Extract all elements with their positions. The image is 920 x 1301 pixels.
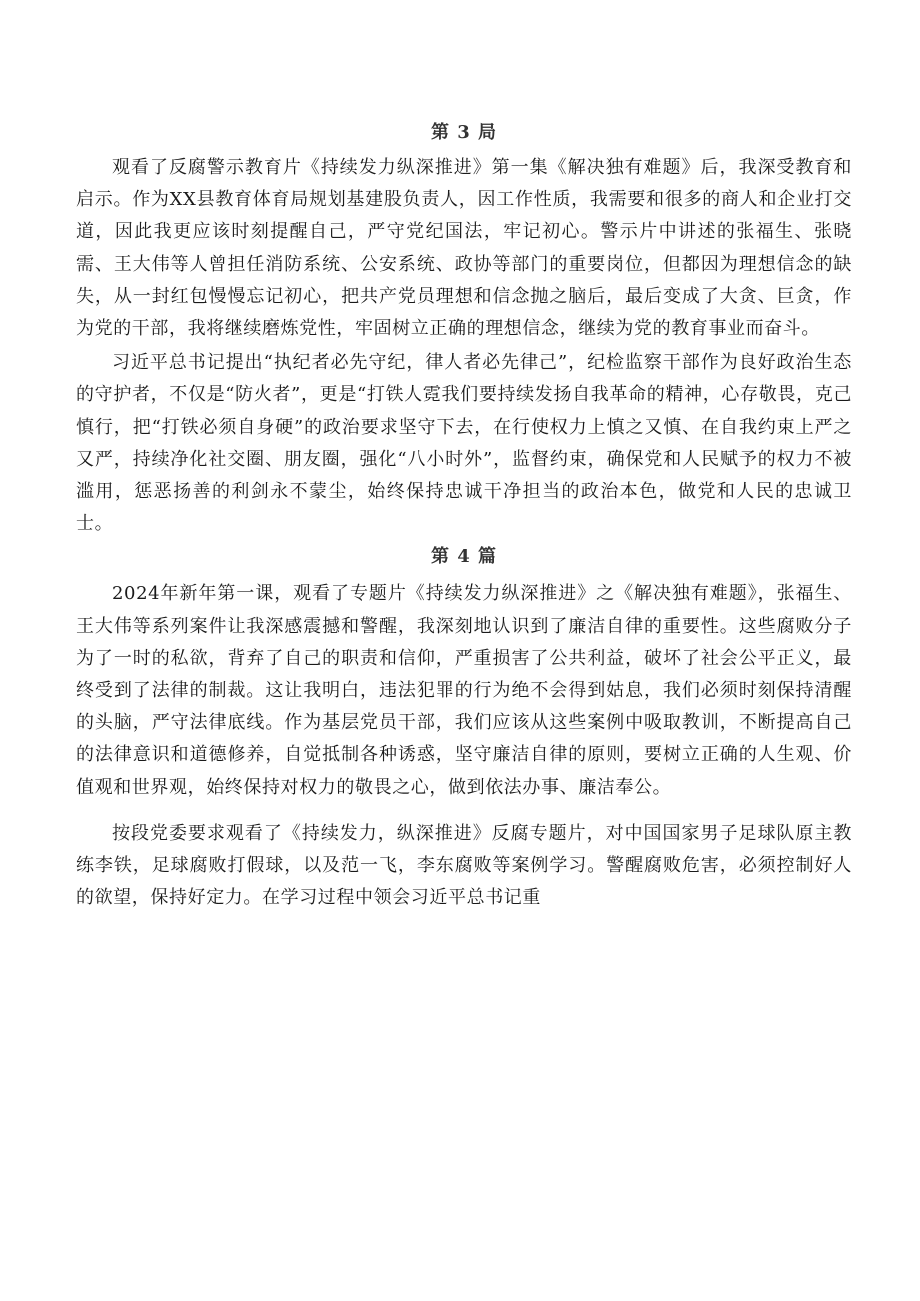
section-4-paragraph-2: 按段党委要求观看了《持续发力，纵深推进》反腐专题片，对中国国家男子足球队原主教练李铁，足球腐败打假球，以及范一飞，李东腐败等案例学习。警醒腐败危害，必须控制好人的欲望，保持好定力。在学习过程中领会习近平总书记重 — [76, 822, 852, 909]
section-3-title: 第 3 局 — [430, 122, 498, 143]
section-4-title: 第 4 篇 — [430, 546, 498, 568]
section-3-paragraph-2: 习近平总书记提出“执纪者必先守纪，律人者必先律己”，纪检监察干部作为良好政治生态的守护者，不仅是“防火者”，更是“打铁人霓我们要持续发扬自我革命的精神，心存敬畏，克己慎行，把“打铁必须自身硬”的政治要求坚守下去，在行使权力上慎之又慎、在自我约束上严之又严，持续净化社交圈、朋友圈，强化“八小时外”，监督约束，确保党和人民赋予的权力不被滥用，惩恶扬善的利剑永不蒙尘，始终保持忠诚干净担当的政治本色，做党和人民的忠诚卫士。 — [76, 352, 852, 535]
document-page — [76, 118, 852, 914]
section-3-paragraph-1: 观看了反腐警示教育片《持续发力纵深推进》第一集《解决独有难题》后，我深受教育和启示。作为XX县教育体育局规划基建股负责人，因工作性质，我需要和很多的商人和企业打交道，因此我更应该时刻提醒自己，严守党纪国法，牢记初心。警示片中讲述的张福生、张晓需、王大伟等人曾担任消防系统、公安系统、政协等部门的重要岗位，但都因为理想信念的缺失，从一封红包慢慢忘记初心，把共产党员理想和信念抛之脑后，最后变成了大贪、巨贪，作为党的干部，我将继续磨炼党性，牢固树立正确的理想信念，继续为党的教育事业而奋斗。 — [76, 157, 852, 340]
section-4-paragraph-1: 2024年新年第一课，观看了专题片《持续发力纵深推进》之《解决独有难题》，张福生、王大伟等系列案件让我深感震撼和警醒，我深刻地认识到了廉洁自律的重要性。这些腐败分子为了一时的私欲，背弃了自己的职责和信仰，严重损害了公共利益，破坏了社会公平正义，最终受到了法律的制裁。这让我明白，违法犯罪的行为绝不会得到姑息，我们必须时刻保持清醒的头脑，严守法律底线。作为基层党员干部，我们应该从这些案例中吸取教训，不断提高自己的法律意识和道德修养，自觉抵制各种诱惑，坚守廉洁自律的原则，要树立正确的人生观、价值观和世界观，始终保持对权力的敬畏之心，做到依法办事、廉洁奉公。 — [76, 583, 852, 798]
